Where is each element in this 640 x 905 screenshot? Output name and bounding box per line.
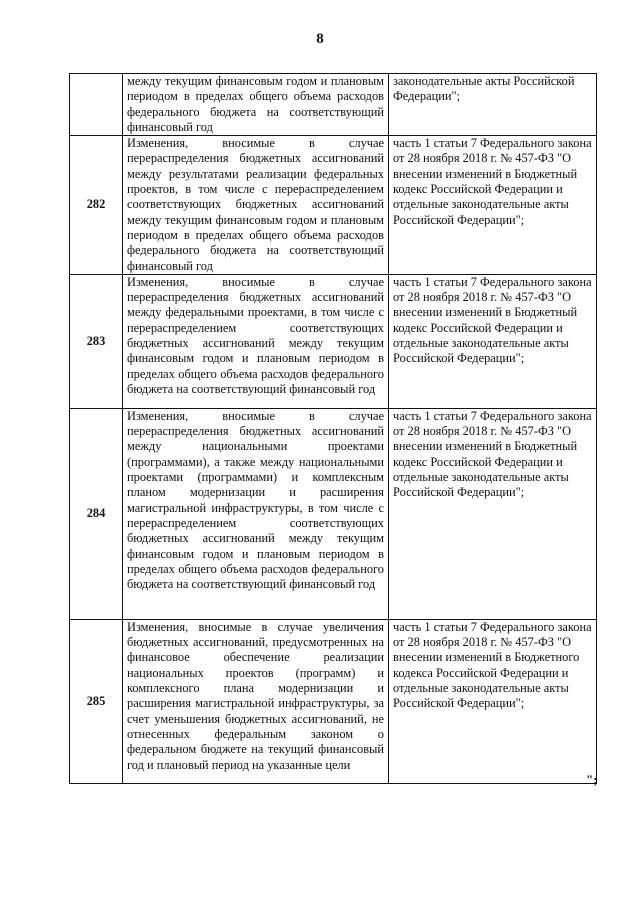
- table-row: [70, 274, 597, 408]
- row-number: 284: [70, 408, 123, 619]
- row-description: между текущим финансовым годом и плановым периодом в пределах общего объема расходов федерального бюджета на соответствующий финансовый год: [123, 74, 389, 136]
- row-legal-reference: законодательные акты Российской Федерации";: [389, 74, 597, 136]
- row-description: Изменения, вносимые в случае увеличения бюджетных ассигнований, предусмотренных на финансовое обеспечение реализации национальных проектов (программ) и комплексного плана модернизации и расширения магистральной инфраструктуры, за счет уменьшения бюджетных ассигнований, не отнесенных федеральным законом о федеральном бюджете на текущий финансовый год и плановый период на указанные цели: [123, 619, 389, 783]
- row-legal-reference: часть 1 статьи 7 Федерального закона от 28 ноября 2018 г. № 457-ФЗ "О внесении изменений в Бюджетный кодекс Российской Федерации и отдельные законодательные акты Российской Федерации";: [389, 274, 597, 408]
- row-legal-reference: часть 1 статьи 7 Федерального закона от 28 ноября 2018 г. № 457-ФЗ "О внесении изменений в Бюджетного кодекса Российской Федерации и отдельные законодательные акты Российской Федерации";: [389, 619, 597, 783]
- table-row: [70, 74, 597, 136]
- row-description: Изменения, вносимые в случае перераспределения бюджетных ассигнований между результатами реализации федеральных проектов, в том числе с перераспределением соответствующих бюджетных ассигнований между текущим финансовым годом и плановым периодом в пределах общего объема расходов федерального бюджета на соответствующий финансовый год: [123, 136, 389, 275]
- row-number: 285: [70, 619, 123, 783]
- row-number: 283: [70, 274, 123, 408]
- table-row: [70, 408, 597, 619]
- row-number: [70, 74, 123, 136]
- row-number: 282: [70, 136, 123, 275]
- row-description: Изменения, вносимые в случае перераспределения бюджетных ассигнований между федеральными проектами, в том числе с перераспределением соответствующих бюджетных ассигнований между текущим финансовым годом и плановым периодом в пределах общего объема расходов федерального бюджета на соответствующий финансовый год: [123, 274, 389, 408]
- table-row: [70, 136, 597, 275]
- page-number: 8: [316, 31, 324, 47]
- amendments-table: [69, 73, 597, 784]
- row-legal-reference: часть 1 статьи 7 Федерального закона от 28 ноября 2018 г. № 457-ФЗ "О внесении изменений в Бюджетный кодекс Российской Федерации и отдельные законодательные акты Российской Федерации";: [389, 408, 597, 619]
- row-description: Изменения, вносимые в случае перераспределения бюджетных ассигнований между национальными проектами (программами), а также между национальными проектами (программами) и комплексным планом модернизации и расширения магистральной инфраструктуры, в том числе с перераспределением соответствующих бюджетных ассигнований между текущим финансовым годом и плановым периодом в пределах общего объема расходов федерального бюджета на соответствующий финансовый год: [123, 408, 389, 619]
- closing-quote-mark: ";: [586, 772, 598, 787]
- table-row: [70, 619, 597, 783]
- row-legal-reference: часть 1 статьи 7 Федерального закона от 28 ноября 2018 г. № 457-ФЗ "О внесении изменений в Бюджетный кодекс Российской Федерации и отдельные законодательные акты Российской Федерации";: [389, 136, 597, 275]
